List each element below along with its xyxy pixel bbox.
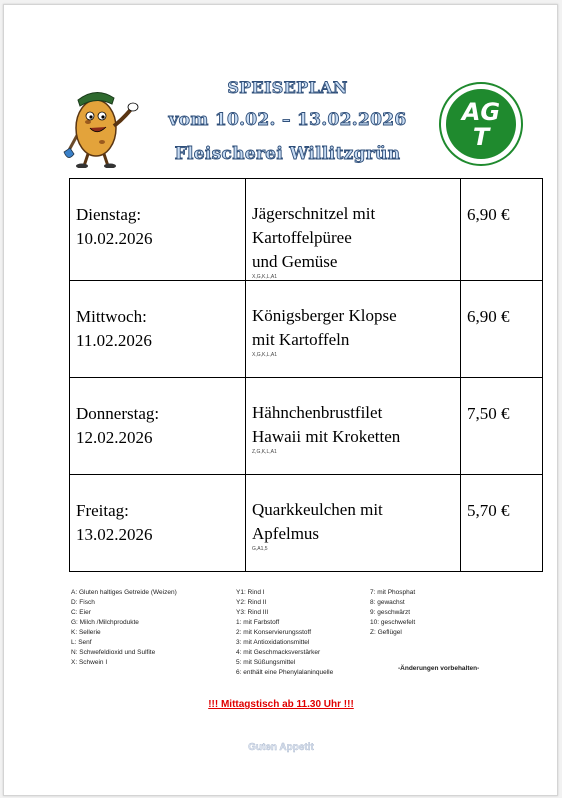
- dish-line: mit Kartoffeln: [252, 330, 350, 349]
- legend-item: Y2: Rind II: [236, 599, 267, 606]
- logo-text-line1: AG: [461, 98, 501, 126]
- day-date: 10.02.2026: [76, 229, 153, 248]
- table-row: [70, 281, 543, 378]
- day-name: Donnerstag:: [76, 404, 160, 423]
- day-name: Dienstag:: [76, 205, 142, 224]
- dish-line: Hawaii mit Kroketten: [252, 427, 401, 446]
- price: 6,90 €: [467, 307, 510, 326]
- date-range: vom 10.02. – 13.02.2026: [168, 110, 407, 130]
- legend-item: Y1: Rind I: [236, 589, 265, 596]
- legend-item: 5: mit Süßungsmittel: [236, 659, 296, 666]
- closing-text: Guten Appetit: [248, 742, 314, 753]
- dish-line: Jägerschnitzel mit: [252, 204, 376, 223]
- agt-logo-icon: [438, 81, 524, 167]
- legend-item: K: Sellerie: [71, 629, 101, 636]
- day-cell: [70, 281, 246, 378]
- legend-item: X: Schwein I: [71, 659, 108, 666]
- legend-item: 4: mit Geschmacksverstärker: [236, 649, 321, 656]
- day-cell: [70, 378, 246, 475]
- logo-text-line2: T: [472, 123, 490, 151]
- lunch-time-notice: !!! Mittagstisch ab 11.30 Uhr !!!: [208, 699, 354, 710]
- legend-item: 9: geschwärzt: [370, 609, 411, 616]
- dish-line: Hähnchenbrustfilet: [252, 403, 383, 422]
- dish-line: und Gemüse: [252, 252, 338, 271]
- price: 5,70 €: [467, 501, 510, 520]
- price: 7,50 €: [467, 404, 510, 423]
- additive-legend-extra: [370, 588, 415, 638]
- legend-item: 3: mit Antioxidationsmittel: [236, 639, 310, 646]
- dish-line: Königsberger Klopse: [252, 306, 397, 325]
- menu-title: SPEISEPLAN: [227, 78, 348, 97]
- legend-item: 8: gewachst: [370, 599, 405, 606]
- butcher-name: Fleischerei Willitzgrün: [174, 144, 401, 164]
- allergen-codes: X,G,K,L,A1: [252, 352, 278, 358]
- price-cell: [461, 281, 543, 378]
- price-cell: [461, 179, 543, 281]
- legend-item: D: Fisch: [71, 599, 95, 606]
- legend-item: C: Eier: [71, 609, 91, 616]
- table-row: [70, 179, 543, 281]
- dish-line: Kartoffelpüree: [252, 228, 352, 247]
- day-cell: [70, 475, 246, 572]
- day-name: Freitag:: [76, 501, 129, 520]
- day-date: 11.02.2026: [76, 331, 152, 350]
- price-cell: [461, 378, 543, 475]
- price-cell: [461, 475, 543, 572]
- legend-item: 1: mit Farbstoff: [236, 619, 280, 626]
- day-name: Mittwoch:: [76, 307, 147, 326]
- allergen-codes: X,G,K,L,A1: [252, 274, 278, 280]
- dish-cell: [246, 281, 461, 378]
- legend-item: A: Gluten haltiges Getreide (Weizen): [71, 589, 177, 596]
- allergen-legend: [71, 588, 177, 668]
- table-row: [70, 378, 543, 475]
- changes-notice: -Änderungen vorbehalten-: [398, 665, 480, 672]
- legend-item: G: Milch /Milchprodukte: [71, 619, 139, 626]
- dish-line: Apfelmus: [252, 524, 320, 543]
- day-date: 13.02.2026: [76, 525, 153, 544]
- legend-item: L: Senf: [71, 639, 92, 646]
- day-date: 12.02.2026: [76, 428, 153, 447]
- menu-table: [69, 178, 543, 572]
- legend-item: 10: geschwefelt: [370, 619, 416, 626]
- dish-cell: [246, 179, 461, 281]
- table-row: [70, 475, 543, 572]
- legend-item: Z: Geflügel: [370, 629, 402, 636]
- potato-mascot-icon: [62, 82, 148, 168]
- dish-line: Quarkkeulchen mit: [252, 500, 383, 519]
- dish-cell: [246, 378, 461, 475]
- allergen-codes: G,A1,5: [252, 546, 268, 552]
- price: 6,90 €: [467, 205, 510, 224]
- legend-item: 2: mit Konservierungsstoff: [236, 629, 312, 636]
- day-cell: [70, 179, 246, 281]
- legend-item: 7: mit Phosphat: [370, 589, 416, 596]
- legend-item: Y3: Rind III: [236, 609, 269, 616]
- additive-legend: [236, 588, 333, 678]
- dish-cell: [246, 475, 461, 572]
- legend-item: N: Schwefeldioxid und Sulfite: [71, 649, 156, 656]
- legend-item: 6: enthält eine Phenylalaninquelle: [236, 669, 334, 676]
- allergen-codes: Z,G,K,L,A1: [252, 449, 277, 455]
